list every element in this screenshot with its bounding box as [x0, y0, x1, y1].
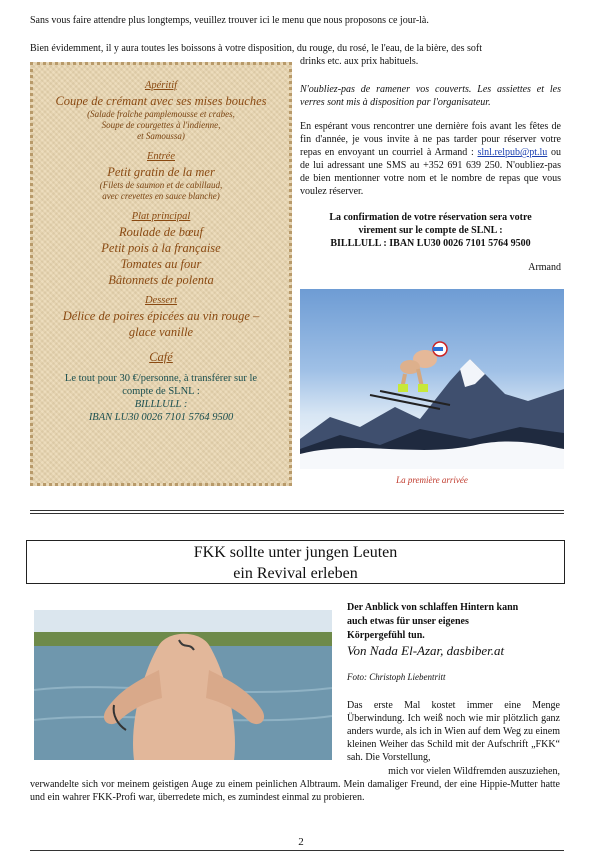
dessert-item: glace vanille	[128, 325, 194, 339]
intro-drinks-line: Bien évidemment, il y aura toutes les boissons à votre disposition, du rouge, du rosé, le l'eau, de la bière, des soft	[30, 43, 482, 54]
plat-heading: Plat principal	[131, 211, 191, 222]
section-divider	[30, 510, 564, 511]
entree-detail: avec crevettes en sauce blanche)	[102, 191, 220, 201]
footer-rule	[30, 850, 564, 851]
plat-item: Tomates au four	[120, 257, 202, 271]
article-body-full: verwandelte sich vor meinem geistigen Auge zu einem peinlichen Albtraum. Mein damaliger Freund, der eine Hippie-Mutter hatte und ein wahrer FKK-Profi war, überredete mich, es zumindest einmal zu probieren.	[30, 779, 560, 803]
article-title-box	[26, 540, 565, 584]
reservation-text-end: ou de lui adressant une SMS au +352 691 639 250. N'oubliez-pas de bien mentionner votre nom et le nombre de repas que vous voulez réserver.	[300, 147, 562, 197]
skier-illustration	[300, 289, 564, 469]
lake-illustration	[34, 610, 332, 760]
intro-line: Sans vous faire attendre plus longtemps, veuillez trouver ici le menu que nous proposons ce jour-là.	[30, 15, 429, 26]
photo-caption: La première arrivée	[396, 475, 468, 485]
entree-main: Petit gratin de la mer	[107, 165, 215, 179]
price-line: Le tout pour 30 €/personne, à transférer sur le	[64, 373, 258, 384]
lake-photo	[34, 610, 332, 760]
article-title-line: FKK sollte unter jungen Leuten	[193, 544, 398, 561]
article-lead	[347, 601, 567, 643]
article-title-line: ein Revival erleben	[233, 565, 358, 582]
page-number: 2	[298, 836, 304, 848]
aperitif-detail: Soupe de courgettes à l'indienne,	[101, 120, 221, 130]
dessert-heading: Dessert	[144, 295, 178, 306]
photo-credit: Foto: Christoph Liebentritt	[347, 672, 446, 682]
skier-photo	[300, 289, 564, 469]
aperitif-heading: Apéritif	[144, 80, 178, 91]
reservation-paragraph	[300, 120, 561, 198]
email-link[interactable]: slnl.relpub@pt.lu	[477, 147, 548, 158]
confirmation-account: BILLLULL : IBAN LU30 0026 7101 5764 9500	[330, 238, 531, 249]
reservation-text: En espérant vous rencontrer une dernière fois avant les fêtes de fin d'année, je vous invite à ne pas tarder pour réserver votre repas en envoyant un courriel à Armand :	[300, 121, 561, 158]
price-iban: IBAN LU30 0026 7101 5764 9500	[88, 412, 234, 423]
confirmation-block	[300, 211, 561, 250]
article-author: Von Nada El-Azar, dasbiber.at	[347, 643, 505, 658]
aperitif-main: Coupe de crémant avec ses mises bouches	[55, 94, 267, 108]
confirmation-line: virement sur le compte de SLNL :	[358, 225, 503, 236]
price-account: BILLLULL :	[134, 399, 188, 410]
lead-line: Der Anblick von schlaffen Hintern kann	[347, 602, 519, 613]
menu-box	[30, 62, 292, 486]
plat-item: Bâtonnets de polenta	[108, 273, 214, 287]
section-divider	[30, 513, 564, 514]
confirmation-line: La confirmation de votre réservation sera votre	[329, 212, 532, 223]
signature: Armand	[528, 262, 561, 273]
dessert-item: Délice de poires épicées au vin rouge –	[62, 309, 260, 323]
lead-line: Körpergefühl tun.	[347, 630, 425, 641]
intro-drinks-line-end: drinks etc. aux prix habituels.	[300, 56, 419, 67]
entree-heading: Entrée	[147, 151, 175, 162]
cutlery-reminder: N'oubliez-pas de ramener vos couverts. Les assiettes et les verres sont mis à disposition par l'organisateur.	[300, 84, 561, 108]
plat-item: Petit pois à la française	[101, 241, 221, 255]
article-body-line: mich vor vielen Wildfremden auszuziehen,	[388, 766, 560, 777]
entree-detail: (Filets de saumon et de cabillaud,	[99, 180, 223, 190]
cafe-heading: Café	[149, 350, 173, 364]
article-body-column: Das erste Mal kostet immer eine Menge Überwindung. Ich weiß noch wie mir plötzlich ganz anders wurde, als ich in Wien auf dem Weg zu einem kleinen Weiher das Schild mit der Aufschrift „FKK“ sah. Die Vorstellung,	[347, 700, 560, 763]
price-line: compte de SLNL :	[122, 386, 200, 397]
aperitif-detail: et Samoussa)	[137, 131, 185, 141]
lead-line: auch etwas für unser eigenes	[347, 616, 469, 627]
aperitif-detail: (Salade fraîche pamplemousse et crabes,	[87, 109, 235, 119]
plat-item: Roulade de bœuf	[118, 225, 203, 239]
